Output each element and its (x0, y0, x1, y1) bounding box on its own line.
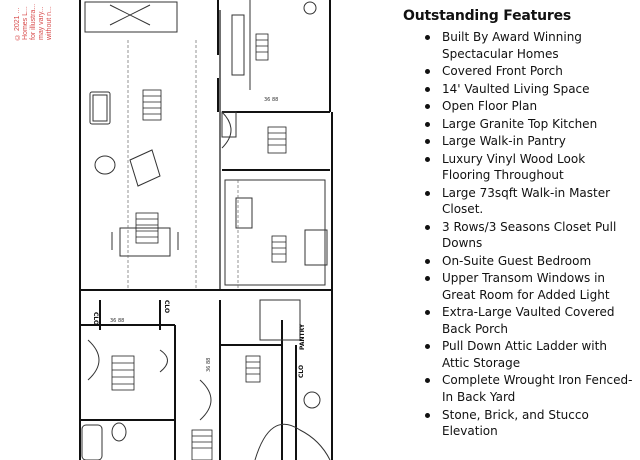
feature-item (403, 304, 635, 337)
dining-table (120, 228, 170, 256)
water-heater (304, 392, 320, 408)
feature-text: 3 Rows/3 Seasons Closet Pull Downs (442, 219, 617, 251)
bullet-icon (425, 104, 430, 109)
armchair (130, 150, 160, 186)
bedroom-door-2 (160, 350, 168, 372)
bullet-icon (425, 87, 430, 92)
bullet-icon (425, 139, 430, 144)
pantry-label: PANTRY (299, 323, 306, 350)
closet-label: CLO (163, 300, 170, 314)
bullet-icon (425, 344, 430, 349)
features-panel (403, 8, 635, 441)
feature-text: Upper Transom Windows in Great Room for Added Light (442, 271, 610, 302)
hall-door (200, 380, 211, 420)
watermark-line: for illustra... (30, 3, 37, 40)
feature-text: 14' Vaulted Living Space (442, 81, 590, 96)
watermark-line: may vary... (38, 6, 45, 40)
feature-item (403, 133, 635, 150)
watermark-line: without n... (46, 6, 53, 40)
toilet (304, 2, 316, 14)
side-table (95, 156, 115, 174)
features-list (403, 29, 635, 440)
dimension-label: 36 88 (110, 318, 125, 324)
feature-text: Built By Award Winning Spectacular Homes (442, 30, 582, 61)
feature-text: Open Floor Plan (442, 99, 538, 114)
feature-item (403, 185, 635, 218)
feature-item (403, 151, 635, 184)
bullet-icon (425, 69, 430, 74)
bullet-icon (425, 225, 430, 230)
kitchen-zone (225, 180, 325, 285)
bullet-icon (425, 413, 430, 418)
feature-text: Complete Wrought Iron Fenced-In Back Yard (442, 373, 633, 405)
feature-item (403, 407, 635, 440)
feature-text: Extra-Large Vaulted Covered Back Porch (442, 305, 615, 336)
bullet-icon (425, 122, 430, 127)
bedroom-door (88, 340, 99, 380)
closet-label: CLO (298, 364, 305, 378)
watermark-line: © 2021 ... (14, 7, 21, 40)
wall-east (330, 0, 332, 460)
dimension-label: 36 88 (206, 357, 212, 372)
feature-text: Covered Front Porch (442, 64, 563, 79)
bullet-icon (425, 378, 430, 383)
bullet-icon (425, 310, 430, 315)
feature-text: Large Walk-in Pantry (442, 134, 566, 149)
range (305, 230, 327, 265)
feature-item (403, 253, 635, 270)
feature-item (403, 81, 635, 98)
kitchen-island (236, 198, 252, 228)
feature-text: Large 73sqft Walk-in Master Closet. (442, 185, 611, 217)
feature-item (403, 338, 635, 371)
copyright-watermark (14, 0, 54, 40)
fireplace (222, 112, 236, 137)
feature-text: Large Granite Top Kitchen (442, 116, 598, 131)
toilet-2 (112, 423, 126, 441)
feature-item (403, 29, 635, 62)
features-title: Outstanding Features (403, 8, 572, 24)
closet-label: CLO (92, 312, 99, 326)
door-swing (222, 112, 231, 148)
bullet-icon (425, 191, 430, 196)
feature-item (403, 219, 635, 252)
feature-item (403, 63, 635, 80)
feature-item (403, 98, 635, 115)
feature-item (403, 372, 635, 405)
car-outline (255, 424, 330, 460)
bullet-icon (425, 276, 430, 281)
bullet-icon (425, 35, 430, 40)
feature-item (403, 270, 635, 303)
bullet-icon (425, 157, 430, 162)
feature-text: Pull Down Attic Ladder with Attic Storage (442, 339, 607, 370)
dimension-label: 36 88 (264, 97, 279, 103)
feature-text: Luxury Vinyl Wood Look Flooring Throughout (442, 151, 586, 183)
watermark-line: Homes L... (22, 6, 29, 40)
sofa-cushion (93, 95, 107, 121)
annotation-blocks (112, 34, 286, 460)
bullet-icon (425, 259, 430, 264)
feature-text: On-Suite Guest Bedroom (442, 253, 592, 268)
front-porch (85, 2, 177, 32)
feature-item (403, 116, 635, 133)
feature-text: Stone, Brick, and Stucco Elevation (442, 407, 589, 439)
vanity (232, 15, 244, 75)
dining-chairs (112, 232, 178, 250)
pantry-zone (260, 300, 300, 340)
tub (82, 425, 102, 460)
